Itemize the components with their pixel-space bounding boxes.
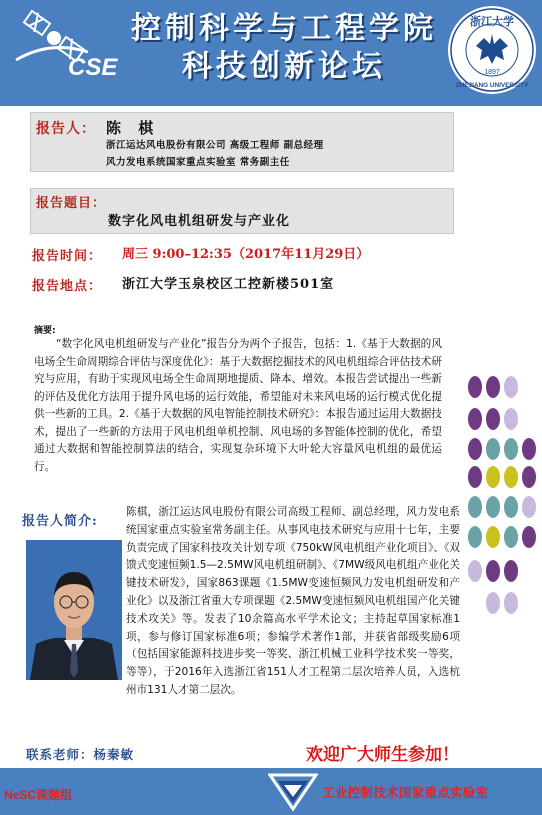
dot <box>504 376 518 398</box>
dot <box>504 560 518 582</box>
dot <box>504 466 518 488</box>
lab-logo-icon <box>268 771 318 813</box>
topic-label: 报告题目： <box>36 196 107 211</box>
header-title: 控制科学与工程学院 <box>131 11 437 46</box>
zju-seal-logo <box>446 4 538 96</box>
zju-cn-name: 浙江大学 <box>470 15 514 28</box>
welcome-text: 欢迎广大师生参加！ <box>306 745 459 765</box>
time-value: 周三 9:00–12:35（2017年11月29日） <box>122 247 370 262</box>
speaker-label: 报告人： <box>36 121 96 137</box>
dot <box>504 526 518 548</box>
abstract-label: 摘要: <box>34 326 56 336</box>
dot <box>522 496 536 518</box>
place-label: 报告地点： <box>32 279 103 294</box>
abstract-text: “数字化风电机组研发与产业化”报告分为两个子报告，包括：1.《基于大数据的风电场全生命周期综合评估与深度优化》：基于大数据挖掘技术的风电机组综合评估技术研究与应用，有助于实现风电场全生命周期地提质、降本、增效。本报告尝试提出一些新的评估及优化方法用于提升风电场的运行效能，希望能对未来风电场的运行模式优化提供一些新的工具。2.《基于大数据的风电智能控制技术研究》：本报告通过运用大数据技术，提出了一些新的方法用于风电机组单机控制、风电场的多智能体控制的优化，希望通过大数据和智能控制算法的结合，实现复杂环境下大叶轮大容量风电机组的最优运行。 <box>34 338 442 473</box>
dot <box>468 560 482 582</box>
dot <box>486 376 500 398</box>
dot <box>486 408 500 430</box>
footer-lab-name: 工业控制技术国家重点实验室 <box>322 785 489 800</box>
place-value: 浙江大学玉泉校区工控新楼501室 <box>122 277 335 292</box>
dot <box>486 496 500 518</box>
dot <box>468 438 482 460</box>
speaker-photo <box>26 540 122 680</box>
dot <box>486 466 500 488</box>
dot <box>468 376 482 398</box>
contact-teacher: 联系老师：杨秦敏 <box>26 747 135 762</box>
zju-year: 1897 <box>484 69 500 76</box>
footer-group-name: NeSC课题组 <box>4 788 73 802</box>
speaker-name: 陈 棋 <box>106 119 160 137</box>
dot <box>522 526 536 548</box>
dot <box>486 526 500 548</box>
dot <box>504 496 518 518</box>
dot <box>504 438 518 460</box>
dot <box>486 560 500 582</box>
dot <box>468 408 482 430</box>
dot <box>504 592 518 614</box>
cse-logo <box>10 6 102 98</box>
dot <box>522 438 536 460</box>
dot <box>522 466 536 488</box>
speaker-affiliation-2: 风力发电系统国家重点实验室 常务副主任 <box>106 157 290 168</box>
header-subtitle: 科技创新论坛 <box>182 49 386 84</box>
zju-en-name: ZHEJIANG UNIVERSITY <box>455 82 529 89</box>
bio-label: 报告人简介: <box>22 514 98 529</box>
time-label: 报告时间： <box>32 249 103 264</box>
dot <box>504 408 518 430</box>
dot <box>468 526 482 548</box>
dot <box>486 438 500 460</box>
bio-text: 陈棋，浙江运达风电股份有限公司高级工程师、副总经理，风力发电系统国家重点实验室常务副主任。从事风电技术研究与应用十七年，主要负责完成了国家科技攻关计划专项《750kW风电机组产业化项目》、《双馈式变速恒频1.5—2.5MW风电机组研制》、《7MW级风电机组产业化关键技术研发》，国家863课题《1.5MW变速恒频风力发电机组研发和产业化》以及浙江省重大专项课题《2.5MW变速恒频风电机组国产化关键技术攻关》等。发表了10余篇高水平学术论文；主持起草国家标准1项，参与修订国家标准6项；参编学术著作1部，并获省部级奖励6项（包括国家能源科技进步奖一等奖、浙江机械工业科学技术奖一等奖，等等），于2016年入选浙江省151人才工程第二层次培养人员，入选杭州市131人才第二层次。 <box>126 506 460 696</box>
dot <box>486 592 500 614</box>
dot <box>468 496 482 518</box>
dot <box>468 466 482 488</box>
cse-logo-text: CSE <box>68 54 118 81</box>
topic-title: 数字化风电机组研发与产业化 <box>108 214 291 229</box>
speaker-affiliation-1: 浙江运达风电股份有限公司 高级工程师 副总经理 <box>106 140 324 151</box>
